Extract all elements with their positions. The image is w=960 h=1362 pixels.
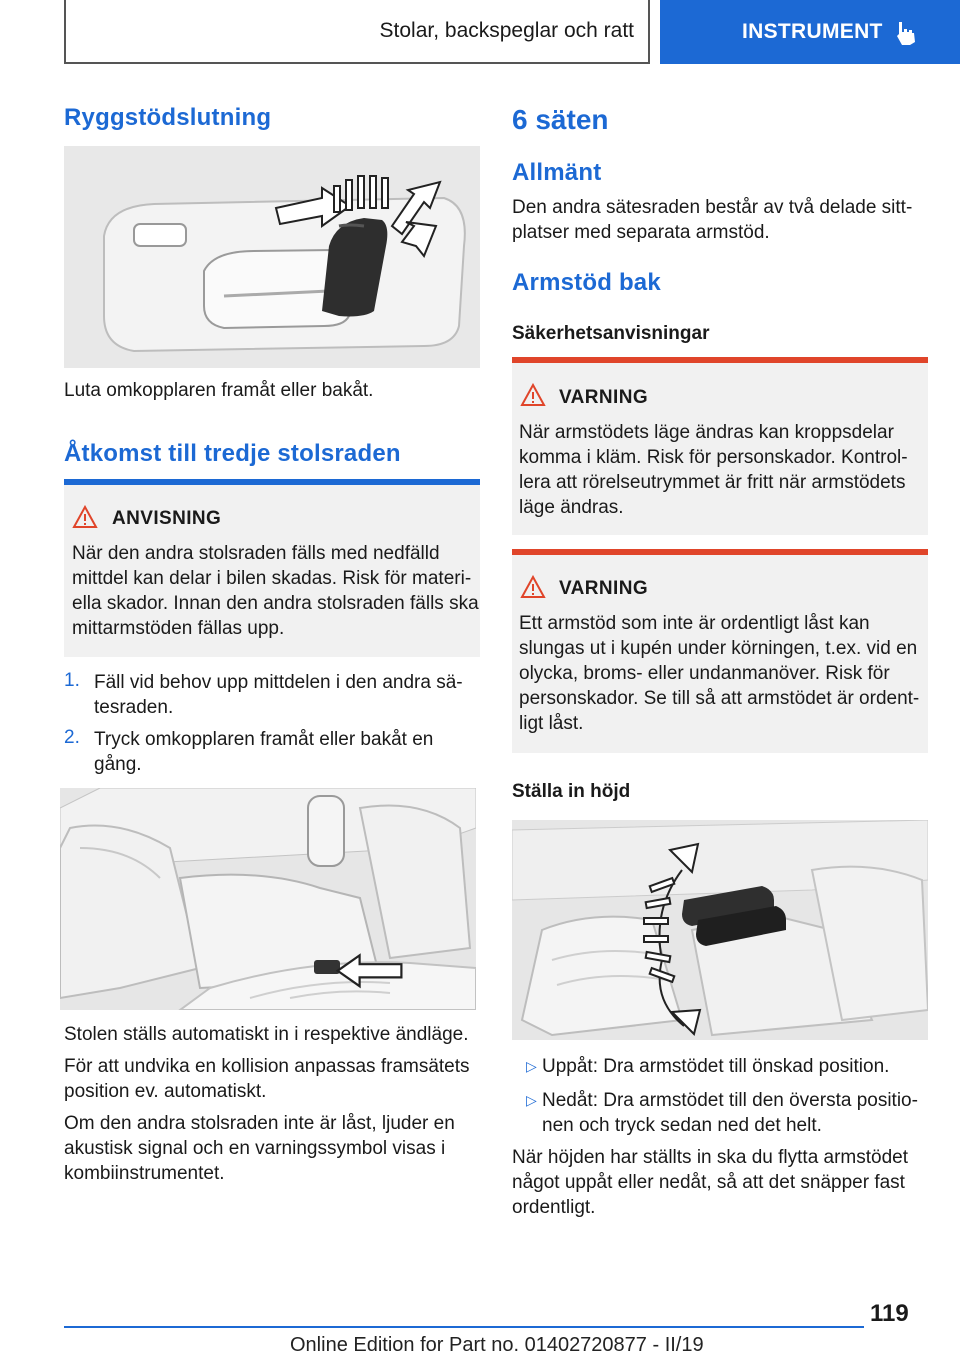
warning-triangle-icon bbox=[72, 505, 98, 529]
notice-title: ANVISNING bbox=[112, 508, 222, 529]
heading-third-row-access: Åtkomst till tredje stolsraden bbox=[64, 440, 401, 467]
chapter-tab[interactable] bbox=[660, 0, 960, 64]
notice-line: mittdel kan delar i bilen skadas. Risk för materi- bbox=[72, 568, 472, 589]
warning-line: När armstödets läge ändras kan kroppsdelar bbox=[519, 422, 894, 443]
chapter-title: 6 säten bbox=[512, 104, 609, 135]
para-not-locked: Om den andra stolsraden inte är låst, ljuder en bbox=[64, 1113, 455, 1134]
notice-line: ella skador. Innan den andra stolsraden fälls ska bbox=[72, 593, 479, 614]
footer-divider bbox=[64, 1326, 864, 1328]
warning-line: slungas ut i kupén under körningen, t.ex. vid en bbox=[519, 638, 918, 659]
figure-seat-switch bbox=[64, 146, 480, 368]
closing-text: När höjden har ställts in ska du flytta armstödet bbox=[512, 1147, 909, 1168]
recline-caption: Luta omkopplaren framåt eller bakåt. bbox=[64, 380, 374, 401]
para-collision: För att undvika en kollision anpassas framsätets bbox=[64, 1056, 470, 1077]
step-text: gång. bbox=[94, 754, 142, 775]
seat-switch-illustration bbox=[64, 146, 480, 368]
bullet-text: Nedåt: Dra armstödet till den översta positio- bbox=[542, 1090, 918, 1111]
step-number: 2. bbox=[64, 727, 80, 748]
warning-line: läge ändras. bbox=[519, 497, 624, 518]
para-auto-end-position: Stolen ställs automatiskt in i respektive ändläge. bbox=[64, 1024, 469, 1045]
general-text: Den andra sätesraden består av två delade sitt- bbox=[512, 197, 913, 218]
para-collision: position ev. automatiskt. bbox=[64, 1081, 267, 1102]
bullet-triangle-icon: ▷ bbox=[526, 1058, 537, 1074]
hand-pointer-icon bbox=[894, 20, 918, 46]
footer-edition: Online Edition for Part no. 01402720877 - II/19 bbox=[290, 1334, 704, 1356]
heading-general: Allmänt bbox=[512, 159, 602, 186]
warning-line: personskador. Se till så att armstödet är ordent- bbox=[519, 688, 920, 709]
closing-text: något uppåt eller nedåt, så att det snäpper fast bbox=[512, 1172, 905, 1193]
heading-recline: Ryggstödslutning bbox=[64, 104, 272, 131]
page-number: 119 bbox=[870, 1300, 909, 1327]
armrest-illustration bbox=[512, 820, 928, 1040]
heading-safety: Säkerhetsanvisningar bbox=[512, 323, 710, 344]
warning-title: VARNING bbox=[559, 387, 649, 408]
general-text: platser med separata armstöd. bbox=[512, 222, 770, 243]
step-text: Tryck omkopplaren framåt eller bakåt en bbox=[94, 729, 434, 750]
notice-line: mittarmstöden fällas upp. bbox=[72, 618, 285, 639]
second-row-seat-illustration bbox=[60, 788, 476, 1010]
chapter-label: INSTRUMENT bbox=[742, 20, 883, 43]
warning-line: Ett armstöd som inte är ordentligt låst kan bbox=[519, 613, 870, 634]
heading-set-height: Ställa in höjd bbox=[512, 781, 631, 802]
heading-rear-armrest: Armstöd bak bbox=[512, 269, 661, 296]
step-text: tesraden. bbox=[94, 697, 174, 718]
notice-line: När den andra stolsraden fälls med nedfälld bbox=[72, 543, 440, 564]
step-text: Fäll vid behov upp mittdelen i den andra sä- bbox=[94, 672, 463, 693]
figure-second-row-seat bbox=[60, 788, 476, 1010]
bullet-triangle-icon: ▷ bbox=[526, 1092, 537, 1108]
warning-line: lera att rörelseutrymmet är fritt när armstödets bbox=[519, 472, 906, 493]
warning-triangle-icon bbox=[520, 383, 546, 407]
closing-text: ordentligt. bbox=[512, 1197, 596, 1218]
para-not-locked: akustisk signal och en varningssymbol visas i bbox=[64, 1138, 446, 1159]
para-not-locked: kombiinstrumentet. bbox=[64, 1163, 225, 1184]
warning-line: ligt låst. bbox=[519, 713, 584, 734]
warning-line: olycka, broms- eller undanmanöver. Risk för bbox=[519, 663, 890, 684]
step-number: 1. bbox=[64, 670, 80, 691]
bullet-text: Uppåt: Dra armstödet till önskad position. bbox=[542, 1056, 890, 1077]
bullet-text: nen och tryck sedan ned det helt. bbox=[542, 1115, 822, 1136]
section-title: Stolar, backspeglar och ratt bbox=[379, 19, 634, 42]
figure-armrest bbox=[512, 820, 928, 1040]
warning-title: VARNING bbox=[559, 578, 649, 599]
warning-line: komma i kläm. Risk för personskador. Kontrol- bbox=[519, 447, 908, 468]
warning-triangle-icon bbox=[520, 575, 546, 599]
header-section-title bbox=[64, 0, 650, 64]
